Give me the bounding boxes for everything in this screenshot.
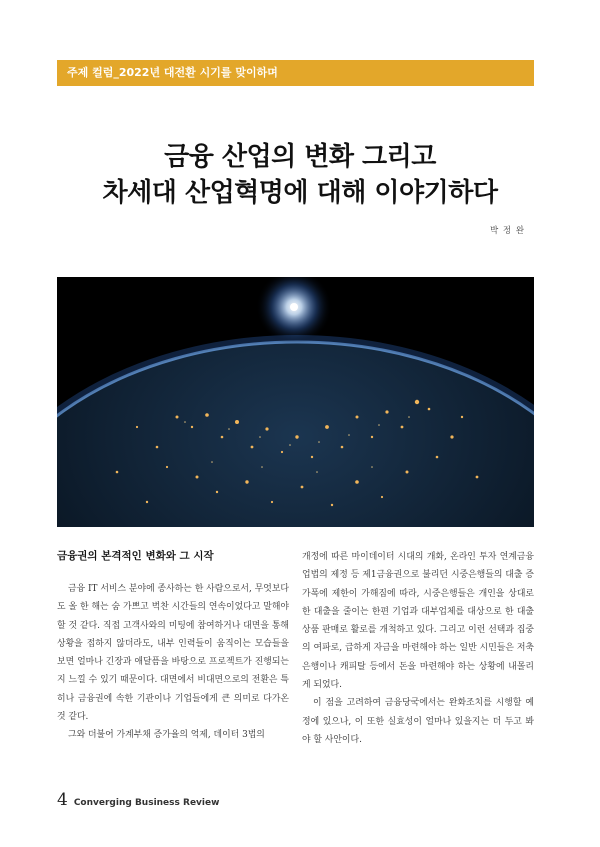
paragraph: 개정에 따른 마이데이터 시대의 개화, 온라인 투자 연계금융업법의 제정 등 제1금융권으로 불리던 시중은행들의 대출 증가폭에 제한이 가해짐에 따라, 시중은행들은 개인을 상대로 한 대출을 줄이는 한편 기업과 대부업체를 대상으로 한 대출상품 판매로 활로를 개척하고 있다. 그리고 이런 선택과 집중의 여파로, 급하게 자금을 마련해야 하는 일반 시민들은 저축은행이나 캐피탈 등에서 돈을 마련해야 하는 상황에 내몰리게 되었다. <box>302 552 534 691</box>
topic-banner: 주제 컬럼_2022년 대전환 시기를 맞이하며 <box>57 60 534 86</box>
author-name: 박 정 완 <box>490 226 526 236</box>
page-footer <box>57 790 219 810</box>
paragraph: 금융 IT 서비스 분야에 종사하는 한 사람으로서, 무엇보다도 올 한 해는 숨 가쁘고 벅찬 시간들의 연속이었다고 말해야 할 것 같다. 직접 고객사와의 미팅에 참여하거나 대면을 통해 상황을 접하지 않더라도, 내부 인력들이 움직이는 모습들을 보면 얼마나 긴장과 애달픔을 바탕으로 프로젝트가 진행되는지 느낄 수 있기 때문이다. 대면에서 비대면으로의 전환은 특히나 금융권에 속한 기관이나 기업들에게 큰 의미로 다가온 것 같다. <box>57 584 289 723</box>
magazine-name: Converging Business Review <box>73 798 220 808</box>
right-column <box>302 548 534 749</box>
article-title-line-2: 차세대 산업혁명에 대해 이야기하다 <box>102 178 498 208</box>
article-title-line-1: 금융 산업의 변화 그리고 <box>164 142 436 172</box>
page-number: 4 <box>57 790 68 810</box>
paragraph: 이 점을 고려하여 금융당국에서는 완화조치를 시행할 예정에 있으나, 이 또한 실효성이 얼마나 있을지는 더 두고 봐야 할 사안이다. <box>302 698 534 745</box>
earth-at-night-image <box>57 277 534 527</box>
paragraph: 그와 더불어 가계부채 증가율의 억제, 데이터 3법의 <box>68 730 265 741</box>
left-column <box>57 548 289 745</box>
section-heading: 금융권의 본격적인 변화와 그 시작 <box>57 550 214 562</box>
